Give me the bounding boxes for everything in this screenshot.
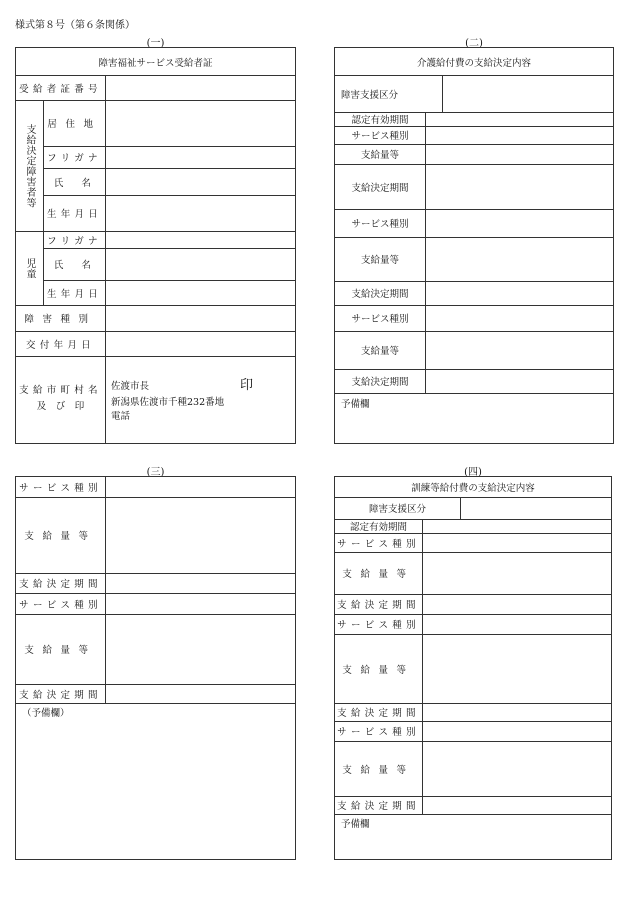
- seal-mark: 印: [240, 377, 254, 393]
- municipality-label-line2: 及 び 印: [36, 401, 85, 412]
- disability-type-field[interactable]: [106, 305, 295, 331]
- birth-date-label: 生年月日: [46, 209, 103, 220]
- s3-amount-label-2: 支給量等: [24, 645, 97, 656]
- birth-date-field[interactable]: [106, 195, 295, 231]
- municipality-label-line1: 支給市町村名: [19, 385, 102, 396]
- s2-support-class-field[interactable]: [443, 75, 613, 112]
- furigana-field[interactable]: [106, 146, 295, 168]
- form-title: 様式第８号（第６条関係）: [15, 20, 135, 31]
- s2-support-class-label: 障害支援区分: [341, 89, 399, 101]
- recipient-number-label: 受給者証番号: [19, 83, 102, 95]
- s4-remarks-label: 予備欄: [341, 819, 370, 830]
- issue-date-field[interactable]: [106, 331, 295, 356]
- section4-heading: (四): [464, 467, 482, 478]
- section3-heading: (三): [146, 467, 165, 478]
- section1-title: 障害福祉サービス受給者証: [98, 57, 213, 69]
- s3-period-label-2: 支給決定期間: [19, 689, 102, 701]
- section4-card: [334, 476, 612, 860]
- address-label: 居住地: [47, 119, 102, 130]
- section3-card: [15, 476, 296, 860]
- s2-remarks-label: 予備欄: [341, 399, 370, 410]
- s2-period-label-3: 支給決定期間: [351, 377, 409, 388]
- furigana-label: フリガナ: [47, 153, 102, 164]
- s4-support-class-field[interactable]: [461, 497, 611, 519]
- s3-period-label-1: 支給決定期間: [19, 579, 102, 590]
- s2-amount-label-2: 支給量等: [360, 255, 399, 266]
- decision-holder-group-label: 支給決定障害者等: [24, 123, 35, 208]
- child-birth-date-label: 生年月日: [46, 288, 103, 300]
- s2-service-type-label-3: サービス種別: [351, 314, 409, 325]
- child-furigana-label: フリガナ: [47, 235, 102, 247]
- name-label: 氏 名: [53, 177, 96, 189]
- s4-period-label-1: 支給決定期間: [337, 600, 420, 611]
- s4-valid-period-label: 認定有効期間: [349, 522, 407, 533]
- s3-remarks-label: （予備欄）: [22, 708, 70, 719]
- s4-service-type-label-2: サービス種別: [337, 620, 420, 631]
- s4-amount-label-1: 支給量等: [342, 569, 415, 580]
- name-field[interactable]: [106, 168, 295, 195]
- section1-heading: (一): [146, 38, 165, 49]
- s2-period-label-2: 支給決定期間: [351, 289, 409, 300]
- section4-title: 訓練等給付費の支給決定内容: [411, 483, 535, 494]
- s4-amount-label-2: 支給量等: [342, 664, 415, 676]
- s4-service-type-label-1: サービス種別: [337, 538, 420, 550]
- s4-support-class-label: 障害支援区分: [368, 504, 426, 515]
- s2-valid-period-label: 認定有効期間: [351, 115, 409, 126]
- section2-title: 介護給付費の支給決定内容: [416, 57, 531, 69]
- child-furigana-field[interactable]: [106, 231, 295, 248]
- s4-period-label-2: 支給決定期間: [337, 708, 420, 719]
- child-group-label: 児童: [24, 257, 35, 279]
- child-name-label: 氏 名: [53, 260, 96, 271]
- municipality-address: 新潟県佐渡市千種232番地: [111, 397, 225, 408]
- section2-card: [334, 47, 614, 444]
- mayor-name: 佐渡市長: [111, 381, 150, 392]
- phone-label: 電話: [111, 411, 131, 422]
- child-name-field[interactable]: [106, 248, 295, 280]
- address-field[interactable]: [106, 100, 295, 146]
- recipient-number-field[interactable]: [106, 75, 295, 100]
- s3-service-type-label-2: サービス種別: [19, 599, 102, 611]
- s4-amount-label-3: 支給量等: [342, 764, 415, 776]
- s3-amount-label-1: 支給量等: [24, 531, 97, 542]
- s2-amount-label-3: 支給量等: [360, 346, 399, 357]
- disability-type-label: 障害種別: [24, 314, 97, 325]
- child-birth-date-field[interactable]: [106, 280, 295, 305]
- section1-card: [15, 47, 296, 444]
- section2-heading: (二): [465, 38, 483, 49]
- s4-service-type-label-3: サービス種別: [337, 727, 420, 738]
- s2-period-label-1: 支給決定期間: [351, 182, 409, 194]
- s3-service-type-label-1: サービス種別: [19, 483, 102, 494]
- s2-amount-label-1: 支給量等: [360, 150, 399, 161]
- issue-date-label: 交付年月日: [26, 339, 95, 351]
- s2-service-type-label-2: サービス種別: [351, 219, 409, 230]
- s4-period-label-3: 支給決定期間: [337, 801, 420, 812]
- s2-service-type-label-1: サービス種別: [351, 131, 409, 142]
